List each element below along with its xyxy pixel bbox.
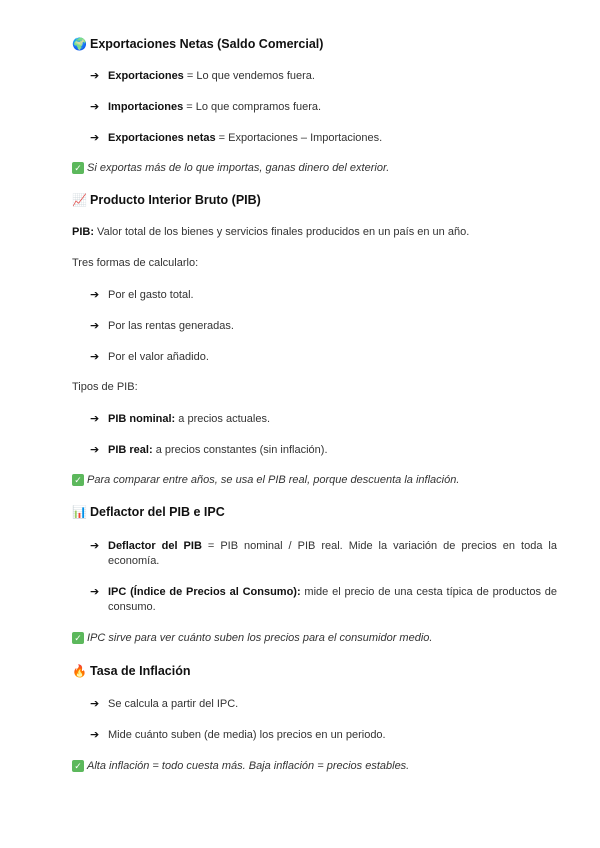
heading-text: Deflactor del PIB e IPC bbox=[90, 505, 225, 519]
note-inflacion bbox=[72, 760, 409, 772]
types-intro: Tipos de PIB: bbox=[72, 381, 138, 393]
note-text: IPC sirve para ver cuánto suben los precios para el consumidor medio. bbox=[87, 632, 433, 644]
note-text: Si exportas más de lo que importas, ganas dinero del exterior. bbox=[87, 162, 390, 174]
section-heading-deflactor bbox=[72, 505, 225, 519]
item-text: mide el precio de una cesta típica de productos de consumo. bbox=[108, 586, 557, 613]
arrow-icon: ➔ bbox=[90, 444, 100, 456]
item-term: Exportaciones netas bbox=[108, 132, 216, 144]
section-heading-exportaciones bbox=[72, 37, 323, 51]
arrow-icon: ➔ bbox=[90, 540, 100, 552]
item-text: Se calcula a partir del IPC. bbox=[108, 698, 239, 710]
note-text: Para comparar entre años, se usa el PIB real, porque descuenta la inflación. bbox=[87, 474, 460, 486]
list-item bbox=[90, 728, 557, 743]
item-text: = Exportaciones – Importaciones. bbox=[215, 132, 383, 144]
note-text: Alta inflación = todo cuesta más. Baja inflación = precios estables. bbox=[87, 760, 410, 772]
section-heading-inflacion bbox=[72, 664, 191, 678]
chart-increasing-icon: 📈 bbox=[72, 193, 87, 207]
item-text: Por el gasto total. bbox=[108, 289, 194, 301]
item-text: a precios constantes (sin inflación). bbox=[152, 444, 328, 456]
item-text: a precios actuales. bbox=[175, 413, 271, 425]
definition-term: PIB: bbox=[72, 226, 94, 238]
note-deflactor bbox=[72, 632, 432, 644]
item-term: PIB nominal: bbox=[108, 413, 176, 425]
list-item bbox=[90, 539, 557, 569]
arrow-icon: ➔ bbox=[90, 698, 100, 710]
check-mark-icon: ✓ bbox=[72, 474, 84, 486]
item-text: = Lo que vendemos fuera. bbox=[183, 70, 315, 82]
bar-chart-icon: 📊 bbox=[72, 505, 87, 519]
item-text: Mide cuánto suben (de media) los precios en un periodo. bbox=[108, 729, 386, 741]
check-mark-icon: ✓ bbox=[72, 632, 84, 644]
list-item bbox=[90, 443, 557, 458]
list-item bbox=[90, 585, 557, 615]
list-item bbox=[90, 288, 557, 303]
check-mark-icon: ✓ bbox=[72, 162, 84, 174]
item-term: PIB real: bbox=[108, 444, 153, 456]
item-term: Importaciones bbox=[108, 101, 184, 113]
arrow-icon: ➔ bbox=[90, 586, 100, 598]
item-text: Por las rentas generadas. bbox=[108, 320, 234, 332]
heading-text: Tasa de Inflación bbox=[90, 664, 191, 678]
forms-intro: Tres formas de calcularlo: bbox=[72, 257, 199, 269]
list-item bbox=[90, 131, 557, 146]
list-item bbox=[90, 69, 557, 84]
pib-definition bbox=[72, 226, 469, 238]
item-text: Por el valor añadido. bbox=[108, 351, 209, 363]
arrow-icon: ➔ bbox=[90, 101, 100, 113]
arrow-icon: ➔ bbox=[90, 413, 100, 425]
section-heading-pib bbox=[72, 193, 261, 207]
arrow-icon: ➔ bbox=[90, 70, 100, 82]
note-exportaciones bbox=[72, 162, 389, 174]
list-item bbox=[90, 350, 557, 365]
item-term: IPC (Índice de Precios al Consumo): bbox=[108, 586, 301, 598]
arrow-icon: ➔ bbox=[90, 289, 100, 301]
item-text: = PIB nominal / PIB real. Mide la variación de precios en toda la economía. bbox=[108, 540, 557, 567]
list-item bbox=[90, 319, 557, 334]
item-term: Deflactor del PIB bbox=[108, 540, 202, 552]
arrow-icon: ➔ bbox=[90, 320, 100, 332]
note-pib bbox=[72, 474, 459, 486]
globe-icon: 🌍 bbox=[72, 37, 87, 51]
arrow-icon: ➔ bbox=[90, 351, 100, 363]
fire-icon: 🔥 bbox=[72, 664, 87, 678]
definition-text: Valor total de los bienes y servicios finales producidos en un país en un año. bbox=[94, 226, 470, 238]
check-mark-icon: ✓ bbox=[72, 760, 84, 772]
item-text: = Lo que compramos fuera. bbox=[183, 101, 322, 113]
heading-text: Exportaciones Netas (Saldo Comercial) bbox=[90, 37, 324, 51]
list-item bbox=[90, 412, 557, 427]
arrow-icon: ➔ bbox=[90, 729, 100, 741]
list-item bbox=[90, 697, 557, 712]
list-item bbox=[90, 100, 557, 115]
arrow-icon: ➔ bbox=[90, 132, 100, 144]
heading-text: Producto Interior Bruto (PIB) bbox=[90, 193, 261, 207]
item-term: Exportaciones bbox=[108, 70, 184, 82]
